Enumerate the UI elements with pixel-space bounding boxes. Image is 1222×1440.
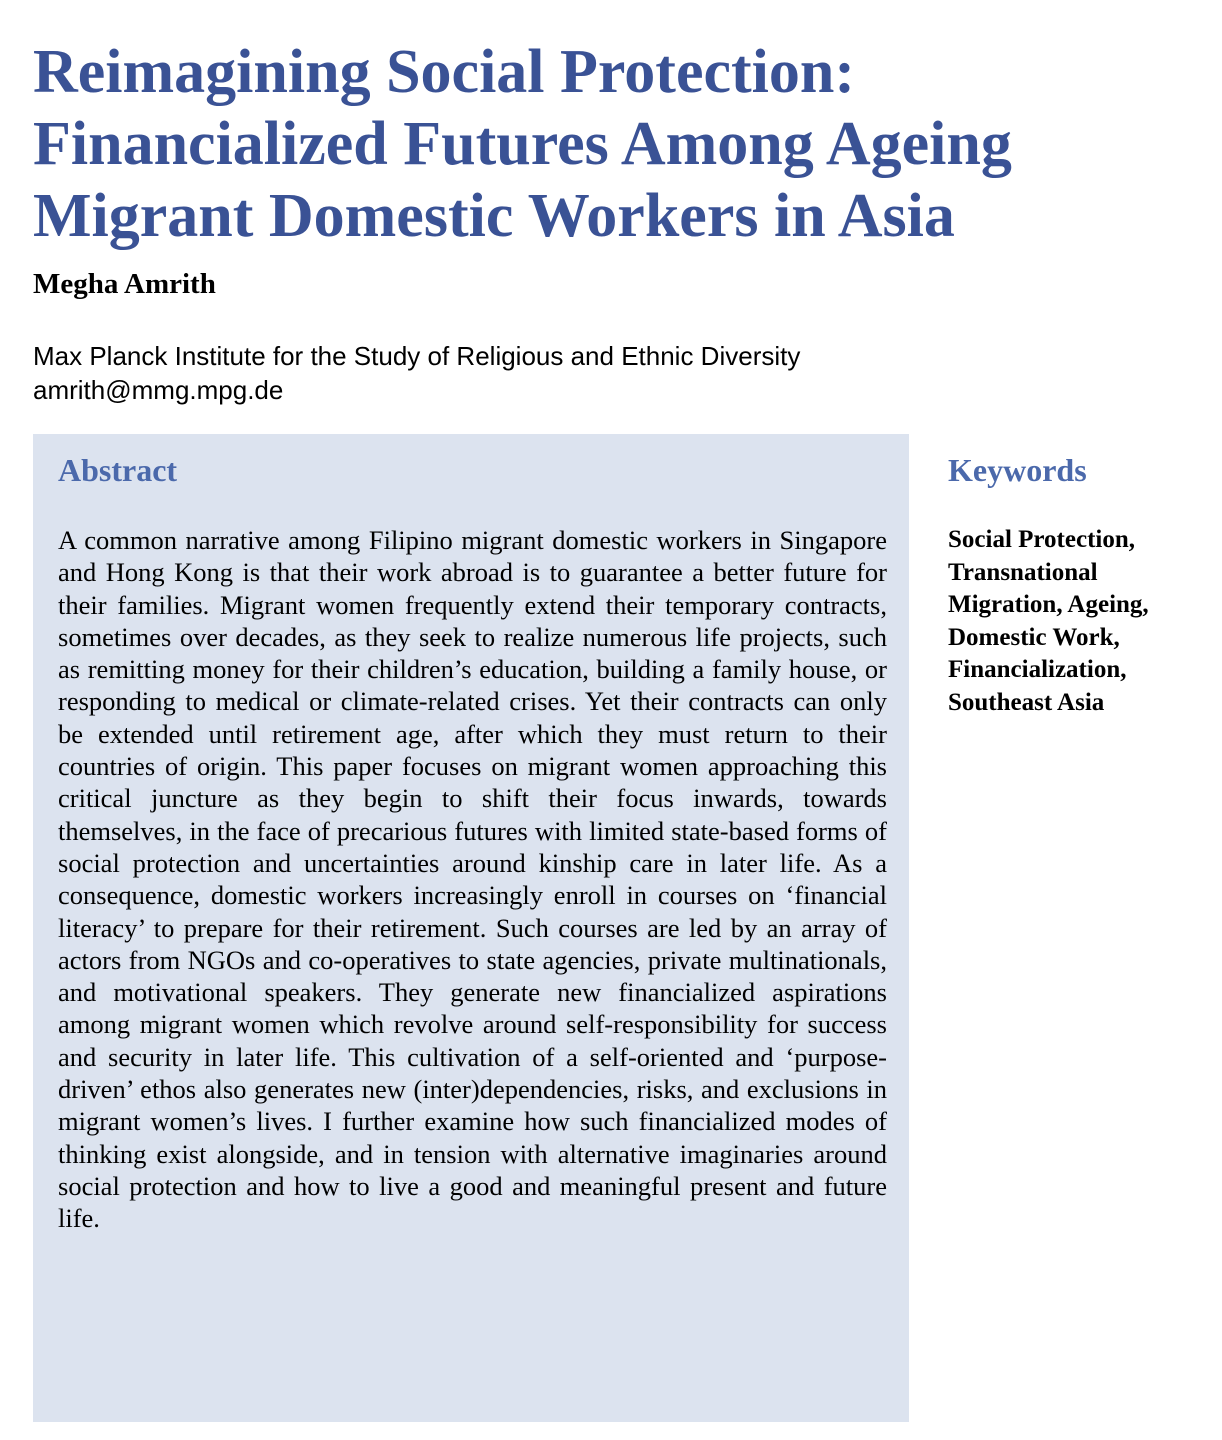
keywords-section: [948, 450, 1188, 719]
keywords-heading: Keywords: [948, 452, 1087, 488]
affiliation-institution: Max Planck Institute for the Study of Religious and Ethnic Diversity: [33, 341, 801, 371]
paper-title: Reimagining Social Protection: Financialized Futures Among Ageing Migrant Domestic Workers in Asia: [33, 38, 1012, 250]
abstract-text: A common narrative among Filipino migrant domestic workers in Singapore and Hong Kong is that their work abroad is to guarantee a better future for their families. Migrant women frequently extend their temporary contracts, sometimes over decades, as they seek to realize numerous life projects, such as remitting money for their children’s education, building a family house, or responding to medical or climate-related crises. Yet their contracts can only be extended until retirement age, after which they must return to their countries of origin. This paper focuses on migrant women approaching this critical juncture as they begin to shift their focus inwards, towards themselves, in the face of precarious futures with limited state-based forms of social protection and uncertainties around kinship care in later life. As a consequence, domestic workers increasingly enroll in courses on ‘financial literacy’ to prepare for their retirement. Such courses are led by an array of actors from NGOs and co-operatives to state agencies, private multinationals, and motivational speakers. They generate new financialized aspirations among migrant women which revolve around self-responsibility for success and security in later life. This cultivation of a self-oriented and ‘purpose-driven’ ethos also generates new (inter)dependencies, risks, and exclusions in migrant women’s lives. I further examine how such financialized modes of thinking exist alongside, and in tension with alternative imaginaries around social protection and how to live a good and meaningful present and future life.: [58, 525, 887, 1234]
affiliation-block: [33, 339, 800, 407]
abstract-heading: Abstract: [58, 452, 178, 488]
abstract-box: [33, 434, 909, 1422]
keywords-list: Social Protection, Transnational Migration, Ageing, Domestic Work, Financialization, Southeast Asia: [948, 526, 1149, 716]
author-email: amrith@mmg.mpg.de: [33, 375, 284, 405]
author-name: Megha Amrith: [33, 268, 216, 300]
